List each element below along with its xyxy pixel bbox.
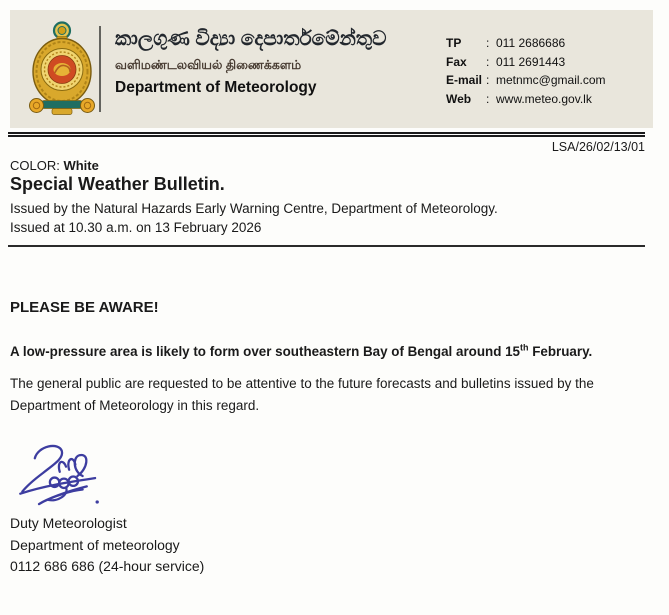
contact-value-email: metnmc@gmail.com (496, 73, 606, 87)
contact-label: E-mail (446, 73, 483, 87)
section-rule (8, 245, 645, 247)
advisory-paragraph: The general public are requested to be attentive to the future forecasts and bulletins issued by the Department of Meteorology in this regard. (10, 376, 594, 413)
contact-row-email (446, 71, 606, 90)
signatory-organization: Department of meteorology (10, 537, 180, 553)
contact-separator: : (486, 91, 490, 106)
department-title-tamil: வளிமண்டலவியல் திணைக்களம் (115, 58, 302, 72)
contact-label: TP (446, 36, 462, 50)
letterhead-divider (99, 26, 101, 112)
color-value: White (63, 158, 99, 173)
contact-separator: : (486, 73, 490, 87)
warning-statement (10, 344, 592, 359)
contact-value-phone: 011 2686686 (496, 36, 566, 50)
warning-text-end: February. (528, 344, 593, 359)
color-code-line (10, 158, 99, 173)
contact-row-tp (446, 34, 606, 53)
header-double-rule (8, 132, 645, 137)
contact-label: Fax (446, 54, 467, 69)
letterhead (10, 10, 653, 128)
contact-row-web (446, 90, 606, 109)
contact-row-fax (446, 53, 606, 72)
alert-heading: PLEASE BE AWARE! (10, 299, 159, 316)
reference-number: LSA/26/02/13/01 (551, 140, 645, 154)
department-title-english: Department of Meteorology (115, 79, 317, 96)
contact-separator: : (486, 54, 490, 69)
contact-separator: : (486, 36, 490, 50)
issued-at-line: Issued at 10.30 a.m. on 13 February 2026 (10, 220, 262, 235)
issued-by-line: Issued by the Natural Hazards Early Warning Centre, Department of Meteorology. (10, 201, 498, 216)
sri-lanka-emblem-icon (28, 19, 96, 118)
handwritten-signature (14, 440, 118, 512)
department-titles (115, 24, 435, 100)
color-label: COLOR: (10, 158, 60, 173)
contact-info (446, 34, 606, 108)
department-title-sinhala: කාලගුණ විද්‍යා දෙපාර්තමේන්තුව (115, 28, 387, 50)
contact-label: Web (446, 91, 472, 106)
bulletin-title: Special Weather Bulletin. (10, 174, 225, 194)
contact-value-website: www.meteo.gov.lk (496, 91, 592, 106)
warning-text: A low-pressure area is likely to form over southeastern Bay of Bengal around 15 (10, 344, 520, 359)
signatory-title: Duty Meteorologist (10, 515, 127, 531)
contact-value-fax: 011 2691443 (496, 54, 566, 69)
service-phone: 0112 686 686 (24-hour service) (10, 558, 205, 574)
warning-ordinal-suffix: th (520, 342, 529, 353)
